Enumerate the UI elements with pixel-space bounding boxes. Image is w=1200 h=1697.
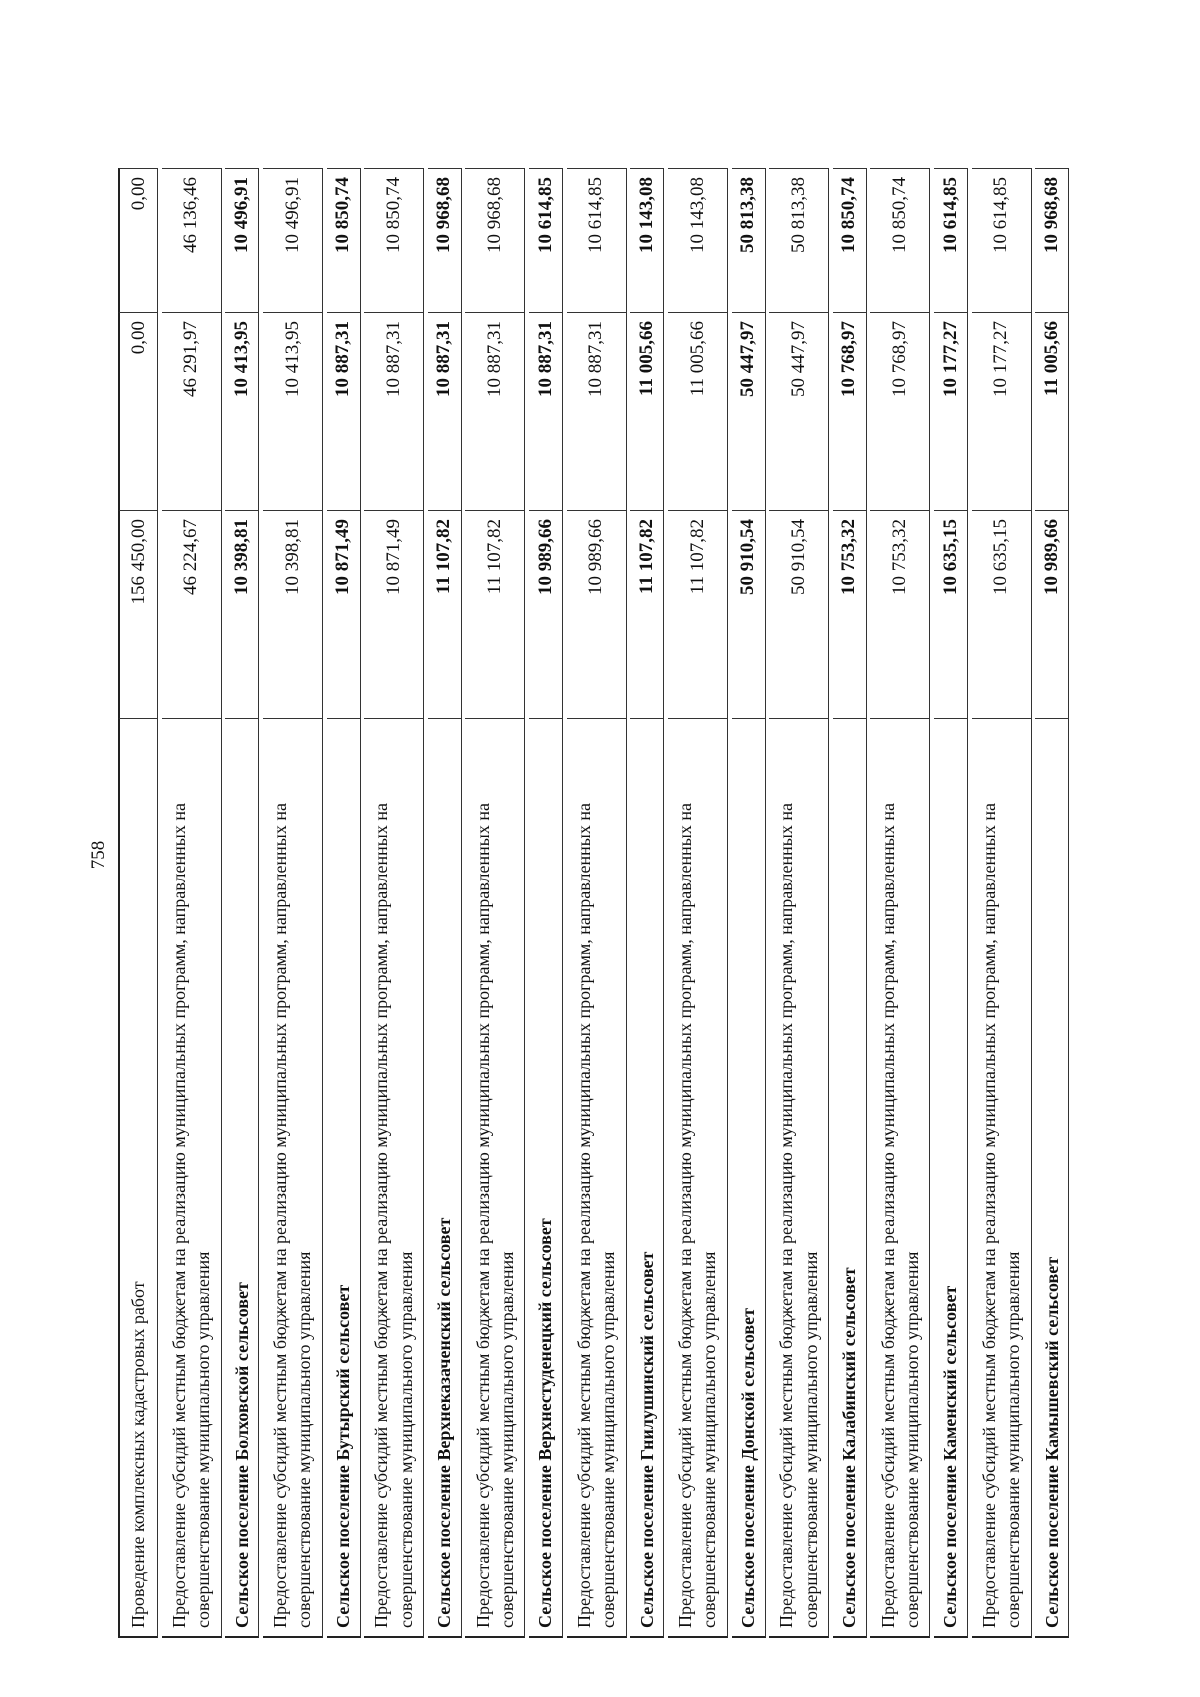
value-cell-3: 50 813,38 xyxy=(732,168,766,312)
value-cell-1: 11 107,82 xyxy=(630,510,664,718)
value-cell-2: 10 887,31 xyxy=(327,312,361,510)
value-cell-2: 50 447,97 xyxy=(732,312,766,510)
budget-table-frame xyxy=(118,168,1200,1628)
value-cell-3: 10 968,68 xyxy=(1035,168,1069,312)
value-cell-3: 10 850,74 xyxy=(870,168,930,312)
row-label-cell: Проведение комплексных кадастровых работ xyxy=(118,718,158,1638)
value-cell-1: 156 450,00 xyxy=(118,510,158,718)
row-label-cell: Сельское поселение Донской сельсовет xyxy=(732,718,766,1638)
value-cell-2: 10 887,31 xyxy=(465,312,525,510)
value-cell-2: 10 887,31 xyxy=(428,312,462,510)
row-label-cell: Предоставление субсидий местным бюджетам на реализацию муниципальных программ, направленных на совершенствование муниципального управления xyxy=(263,718,323,1638)
value-cell-2: 10 768,97 xyxy=(833,312,867,510)
row-label-cell: Сельское поселение Гнилушинский сельсовет xyxy=(630,718,664,1638)
row-label-cell: Сельское поселение Верхнестуденецкий сельсовет xyxy=(529,718,563,1638)
row-label-cell: Сельское поселение Калабинский сельсовет xyxy=(833,718,867,1638)
page-number: 758 xyxy=(88,840,109,870)
value-cell-3: 10 850,74 xyxy=(327,168,361,312)
value-cell-1: 10 989,66 xyxy=(1035,510,1069,718)
value-cell-1: 10 635,15 xyxy=(972,510,1032,718)
value-cell-3: 10 968,68 xyxy=(428,168,462,312)
value-cell-3: 10 143,08 xyxy=(668,168,728,312)
row-label-cell: Сельское поселение Верхнеказаченский сельсовет xyxy=(428,718,462,1638)
value-cell-1: 11 107,82 xyxy=(668,510,728,718)
value-cell-2: 11 005,66 xyxy=(1035,312,1069,510)
value-cell-1: 46 224,67 xyxy=(162,510,222,718)
row-label-cell: Сельское поселение Камышевский сельсовет xyxy=(1035,718,1069,1638)
row-label-cell: Предоставление субсидий местным бюджетам на реализацию муниципальных программ, направленных на совершенствование муниципального управления xyxy=(668,718,728,1638)
row-label-cell: Сельское поселение Каменский сельсовет xyxy=(934,718,968,1638)
value-cell-2: 10 413,95 xyxy=(225,312,259,510)
value-cell-3: 10 850,74 xyxy=(833,168,867,312)
value-cell-1: 10 989,66 xyxy=(567,510,627,718)
value-cell-2: 10 413,95 xyxy=(263,312,323,510)
value-cell-2: 10 177,27 xyxy=(934,312,968,510)
value-cell-1: 10 871,49 xyxy=(364,510,424,718)
row-label-cell: Сельское поселение Бутырский сельсовет xyxy=(327,718,361,1638)
value-cell-1: 50 910,54 xyxy=(732,510,766,718)
row-label-cell: Предоставление субсидий местным бюджетам на реализацию муниципальных программ, направленных на совершенствование муниципального управления xyxy=(769,718,829,1638)
value-cell-3: 46 136,46 xyxy=(162,168,222,312)
value-cell-1: 11 107,82 xyxy=(465,510,525,718)
value-cell-2: 11 005,66 xyxy=(630,312,664,510)
value-cell-2: 46 291,97 xyxy=(162,312,222,510)
row-label-cell: Предоставление субсидий местным бюджетам на реализацию муниципальных программ, направленных на совершенствование муниципального управления xyxy=(364,718,424,1638)
row-label-cell: Предоставление субсидий местным бюджетам на реализацию муниципальных программ, направленных на совершенствование муниципального управления xyxy=(567,718,627,1638)
row-label-cell: Предоставление субсидий местным бюджетам на реализацию муниципальных программ, направленных на совершенствование муниципального управления xyxy=(870,718,930,1638)
row-label-cell: Предоставление субсидий местным бюджетам на реализацию муниципальных программ, направленных на совершенствование муниципального управления xyxy=(465,718,525,1638)
value-cell-3: 10 614,85 xyxy=(972,168,1032,312)
value-cell-3: 50 813,38 xyxy=(769,168,829,312)
value-cell-1: 10 753,32 xyxy=(870,510,930,718)
value-cell-3: 10 614,85 xyxy=(934,168,968,312)
value-cell-2: 11 005,66 xyxy=(668,312,728,510)
value-cell-1: 11 107,82 xyxy=(428,510,462,718)
value-cell-1: 10 398,81 xyxy=(225,510,259,718)
value-cell-3: 0,00 xyxy=(118,168,158,312)
value-cell-1: 10 635,15 xyxy=(934,510,968,718)
value-cell-3: 10 614,85 xyxy=(529,168,563,312)
value-cell-2: 0,00 xyxy=(118,312,158,510)
row-label-cell: Сельское поселение Болховской сельсовет xyxy=(225,718,259,1638)
value-cell-2: 10 887,31 xyxy=(529,312,563,510)
value-cell-1: 10 989,66 xyxy=(529,510,563,718)
value-cell-2: 10 768,97 xyxy=(870,312,930,510)
value-cell-1: 10 753,32 xyxy=(833,510,867,718)
value-cell-3: 10 143,08 xyxy=(630,168,664,312)
value-cell-1: 10 871,49 xyxy=(327,510,361,718)
value-cell-3: 10 496,91 xyxy=(225,168,259,312)
budget-table xyxy=(118,168,1073,1638)
value-cell-1: 50 910,54 xyxy=(769,510,829,718)
row-label-cell: Предоставление субсидий местным бюджетам на реализацию муниципальных программ, направленных на совершенствование муниципального управления xyxy=(162,718,222,1638)
value-cell-3: 10 850,74 xyxy=(364,168,424,312)
value-cell-2: 10 887,31 xyxy=(364,312,424,510)
value-cell-3: 10 968,68 xyxy=(465,168,525,312)
value-cell-1: 10 398,81 xyxy=(263,510,323,718)
value-cell-3: 10 614,85 xyxy=(567,168,627,312)
value-cell-2: 10 177,27 xyxy=(972,312,1032,510)
value-cell-2: 50 447,97 xyxy=(769,312,829,510)
value-cell-2: 10 887,31 xyxy=(567,312,627,510)
row-label-cell: Предоставление субсидий местным бюджетам на реализацию муниципальных программ, направленных на совершенствование муниципального управления xyxy=(972,718,1032,1638)
value-cell-3: 10 496,91 xyxy=(263,168,323,312)
